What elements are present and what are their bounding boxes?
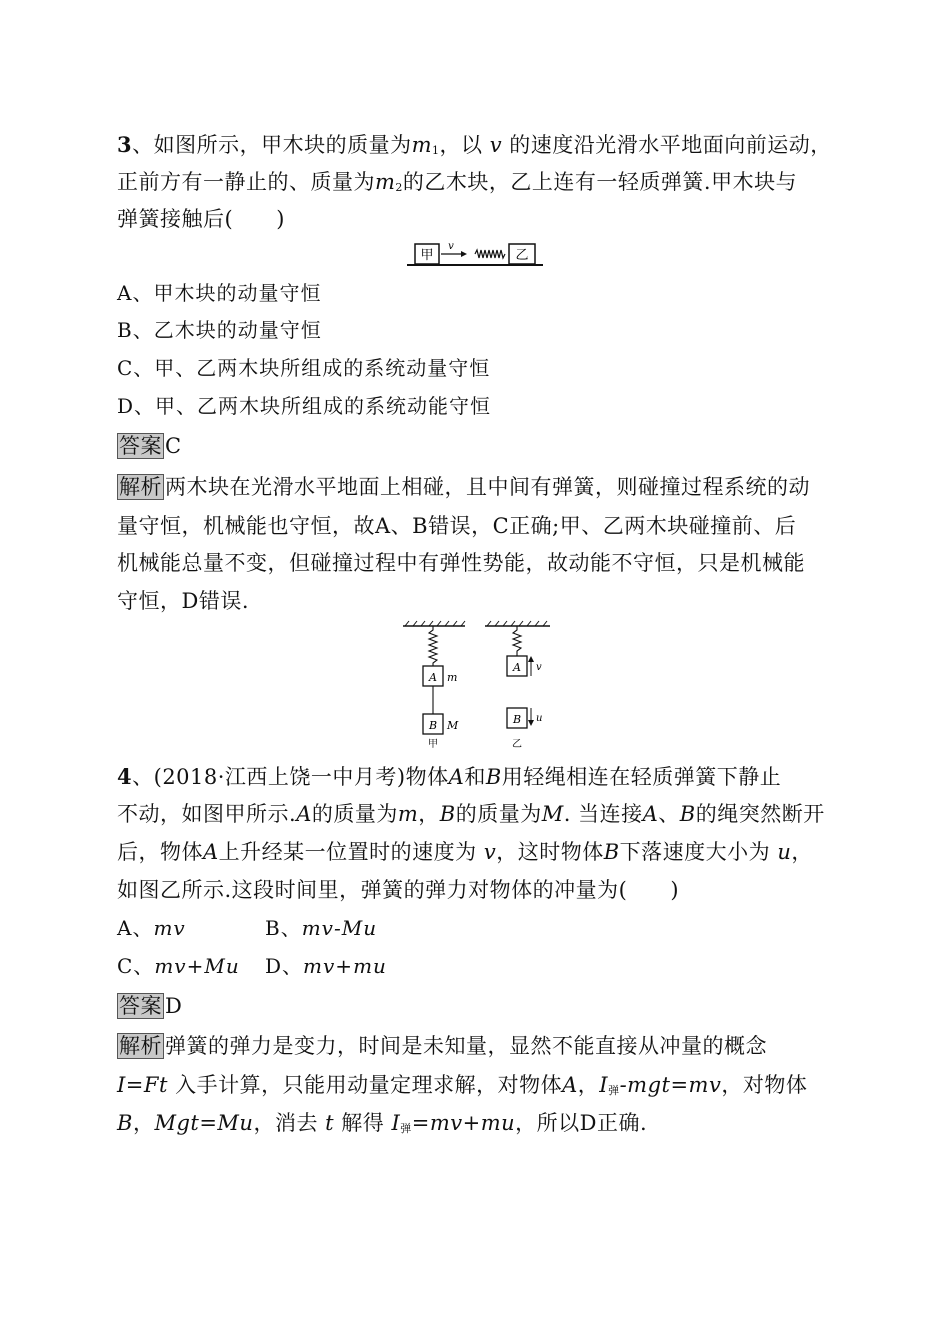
symbol-b: B: [485, 765, 502, 789]
q4-number: 4: [117, 764, 133, 789]
q3-text: ，以: [439, 133, 483, 157]
q3-text: 的乙木块，乙上连有一轻质弹簧.甲木块与: [402, 170, 798, 194]
q4-text: 、: [658, 802, 680, 826]
q3-option-b: B、乙木块的动量守恒: [117, 318, 322, 342]
velocity-label: v: [448, 241, 454, 252]
analysis-text: 两木块在光滑水平地面上相碰，且中间有弹簧，则碰撞过程系统的动: [165, 475, 810, 499]
mass-a-label: m: [447, 671, 458, 684]
analysis-text: ，: [577, 1073, 600, 1097]
q4-text: ，: [418, 802, 440, 826]
block-jia-label: 甲: [420, 248, 434, 263]
q3-text: 、如图所示，甲木块的质量为: [132, 133, 412, 157]
q4-analysis-line-3: [117, 1104, 647, 1148]
analysis-text: 解得: [341, 1111, 385, 1135]
symbol-M: M: [541, 802, 564, 826]
spring-right: [513, 626, 521, 656]
q3-line-3: 弹簧接触后( ): [117, 207, 285, 231]
velocity-down-label: u: [536, 713, 543, 724]
spring-left: [429, 626, 437, 666]
block-a-label: A: [513, 661, 521, 674]
q4-text: 后，物体: [117, 840, 203, 864]
analysis-tag: 解析: [119, 475, 162, 499]
q4-text: 的绳突然断开: [695, 802, 825, 826]
q4-text: 用轻绳相连在轻质弹簧下静止: [501, 765, 782, 789]
option-label: A、: [117, 916, 154, 940]
q4-option-b: [265, 911, 377, 945]
velocity-up-label: v: [536, 662, 542, 673]
symbol-a: A: [448, 765, 465, 789]
q4-option-d: [265, 949, 387, 983]
block-b-label: B: [428, 719, 438, 732]
q3-analysis-line-3: 机械能总量不变，但碰撞过程中有弹性势能，故动能不守恒，只是机械能: [117, 551, 805, 575]
symbol-m: m: [411, 133, 433, 157]
symbol-b: B: [117, 1111, 133, 1135]
symbol-v: v: [489, 133, 503, 157]
q4-text: ，这时物体: [496, 840, 604, 864]
symbol-a: A: [562, 1073, 578, 1097]
option-label: C、: [117, 954, 155, 978]
formula: Mgt=Mu: [154, 1111, 254, 1135]
symbol-b: B: [603, 840, 620, 864]
symbol-m: m: [375, 170, 396, 194]
analysis-text: ，对物体: [721, 1073, 808, 1097]
formula: -mgt=mv: [619, 1073, 722, 1097]
symbol-t: t: [325, 1111, 335, 1135]
q3-option-a: A、甲木块的动量守恒: [117, 281, 322, 305]
option-expr: mv: [153, 916, 186, 940]
q3-text: 正前方有一静止的、质量为: [117, 170, 375, 194]
symbol-i: I: [391, 1111, 401, 1135]
symbol-b: B: [439, 802, 456, 826]
symbol-a: A: [203, 840, 219, 864]
q4-text: ，: [791, 840, 813, 864]
q4-text: 和: [464, 765, 486, 789]
option-expr: mv-Mu: [301, 916, 378, 940]
q3-analysis-line-1: [117, 468, 810, 506]
mass-b-label: M: [447, 719, 459, 732]
block-spring-figure: [405, 238, 545, 270]
analysis-text: ，: [132, 1111, 155, 1135]
block-a-label: A: [429, 671, 437, 684]
answer-tag: 答案: [119, 994, 162, 1018]
analysis-text: ，消去: [253, 1111, 318, 1135]
subscript: 弹: [400, 1122, 412, 1135]
block-yi-label: 乙: [515, 248, 529, 263]
q4-option-a: [117, 911, 186, 945]
option-expr: mv+Mu: [154, 954, 240, 978]
q4-line-2: [117, 795, 825, 833]
q4-text: 、(2018·江西上饶一中月考)物体: [132, 765, 449, 789]
q4-text: . 当连接: [563, 802, 643, 826]
hanging-blocks-figure: [395, 620, 560, 750]
option-label: B、: [265, 916, 302, 940]
q4-answer: [117, 987, 182, 1025]
q3-option-d: D、甲、乙两木块所组成的系统动能守恒: [117, 394, 492, 418]
q4-line-4: 如图乙所示.这段时间里，弹簧的弹力对物体的冲量为( ): [117, 878, 680, 902]
q4-text: 上升经某一位置时的速度为: [218, 840, 477, 864]
q4-line-1: [117, 758, 781, 796]
q3-answer: [117, 427, 182, 465]
q4-option-c: [117, 949, 240, 983]
q3-analysis-line-4: 守恒，D错误.: [117, 589, 250, 613]
option-label: D、: [265, 954, 304, 978]
symbol-m: m: [397, 802, 419, 826]
analysis-text: ，所以D正确.: [515, 1111, 648, 1135]
symbol-u: u: [777, 840, 792, 864]
formula: =mv+mu: [411, 1111, 516, 1135]
formula: I=Ft: [117, 1073, 168, 1097]
answer-value: C: [165, 434, 182, 458]
answer-tag: 答案: [119, 434, 162, 458]
analysis-text: 弹簧的弹力是变力，时间是未知量，显然不能直接从冲量的概念: [165, 1034, 767, 1058]
analysis-tag: 解析: [119, 1034, 162, 1058]
q4-text: 的质量为: [455, 802, 542, 826]
symbol-a: A: [642, 802, 659, 826]
option-expr: mv+mu: [303, 954, 387, 978]
q3-option-c: C、甲、乙两木块所组成的系统动量守恒: [117, 356, 491, 380]
symbol-i: I: [599, 1073, 609, 1097]
subscript: 弹: [608, 1084, 620, 1097]
block-b-label: B: [512, 713, 522, 726]
q3-analysis-line-2: 量守恒，机械能也守恒，故A、B错误，C正确;甲、乙两木块碰撞前、后: [117, 514, 797, 538]
analysis-text: 入手计算，只能用动量定理求解，对物体: [175, 1073, 563, 1097]
q3-text: 的速度沿光滑水平地面向前运动，: [509, 133, 832, 157]
q4-text: 的质量为: [311, 802, 398, 826]
figure-label-yi: 乙: [512, 739, 522, 750]
subscript: 1: [432, 144, 440, 157]
q4-text: 下落速度大小为: [619, 840, 771, 864]
q4-text: 不动，如图甲所示.: [117, 802, 297, 826]
symbol-b: B: [679, 802, 696, 826]
q4-line-3: [117, 833, 813, 871]
q3-number: 3: [117, 132, 133, 157]
subscript: 2: [395, 181, 403, 194]
answer-value: D: [165, 994, 183, 1018]
spring: [475, 250, 505, 258]
symbol-a: A: [296, 802, 312, 826]
symbol-v: v: [483, 840, 497, 864]
figure-label-jia: 甲: [428, 739, 438, 750]
q4-analysis-line-1: [117, 1027, 767, 1065]
